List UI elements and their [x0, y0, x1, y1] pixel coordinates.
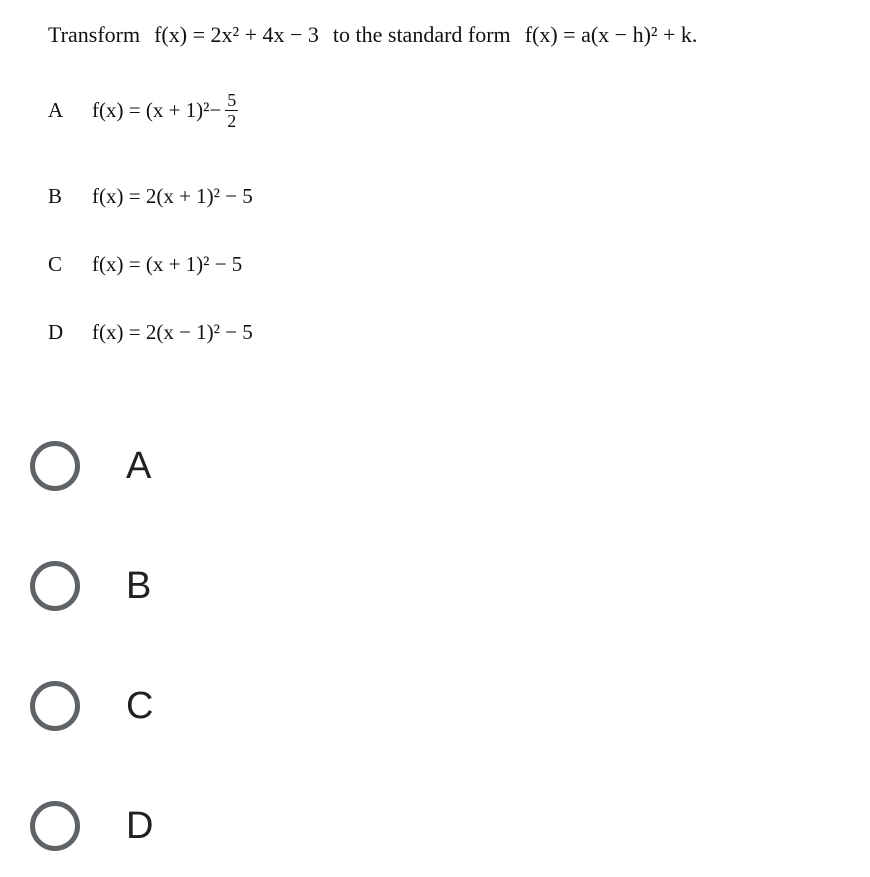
question-image [0, 0, 870, 380]
fraction-denominator: 2 [227, 111, 237, 131]
option-c [48, 252, 242, 277]
radio-button-c[interactable] [30, 681, 80, 731]
choice-label-b[interactable]: B [126, 564, 152, 607]
fraction-numerator: 5 [227, 90, 237, 110]
question-middle: to the standard form [332, 22, 511, 47]
choice-b[interactable] [30, 556, 151, 616]
choice-label-c[interactable]: C [126, 684, 154, 727]
choice-c[interactable] [30, 676, 153, 736]
radio-button-a[interactable] [30, 441, 80, 491]
option-a [48, 90, 238, 131]
option-letter: C [48, 252, 63, 276]
option-d-expression: f(x) = 2(x − 1)² − 5 [92, 320, 253, 344]
given-function: f(x) = 2x² + 4x − 3 [154, 22, 319, 47]
choice-label-d[interactable]: D [126, 804, 154, 847]
question-prefix: Transform [48, 22, 141, 47]
choice-a[interactable] [30, 436, 151, 496]
option-d [48, 320, 253, 345]
radio-button-b[interactable] [30, 561, 80, 611]
choice-label-a[interactable]: A [126, 444, 152, 487]
choice-d[interactable] [30, 796, 153, 856]
radio-button-d[interactable] [30, 801, 80, 851]
target-form: f(x) = a(x − h)² + k [524, 22, 692, 47]
option-letter: A [48, 98, 64, 122]
question-text [48, 22, 697, 48]
option-b [48, 184, 253, 209]
option-b-expression: f(x) = 2(x + 1)² − 5 [92, 184, 253, 208]
option-a-lhs: f(x) = (x + 1)² [92, 98, 210, 122]
option-a-minus: − [209, 98, 222, 122]
fraction [225, 90, 238, 131]
question-end: . [691, 22, 698, 47]
option-letter: D [48, 320, 64, 344]
option-c-expression: f(x) = (x + 1)² − 5 [92, 252, 243, 276]
option-letter: B [48, 184, 63, 208]
